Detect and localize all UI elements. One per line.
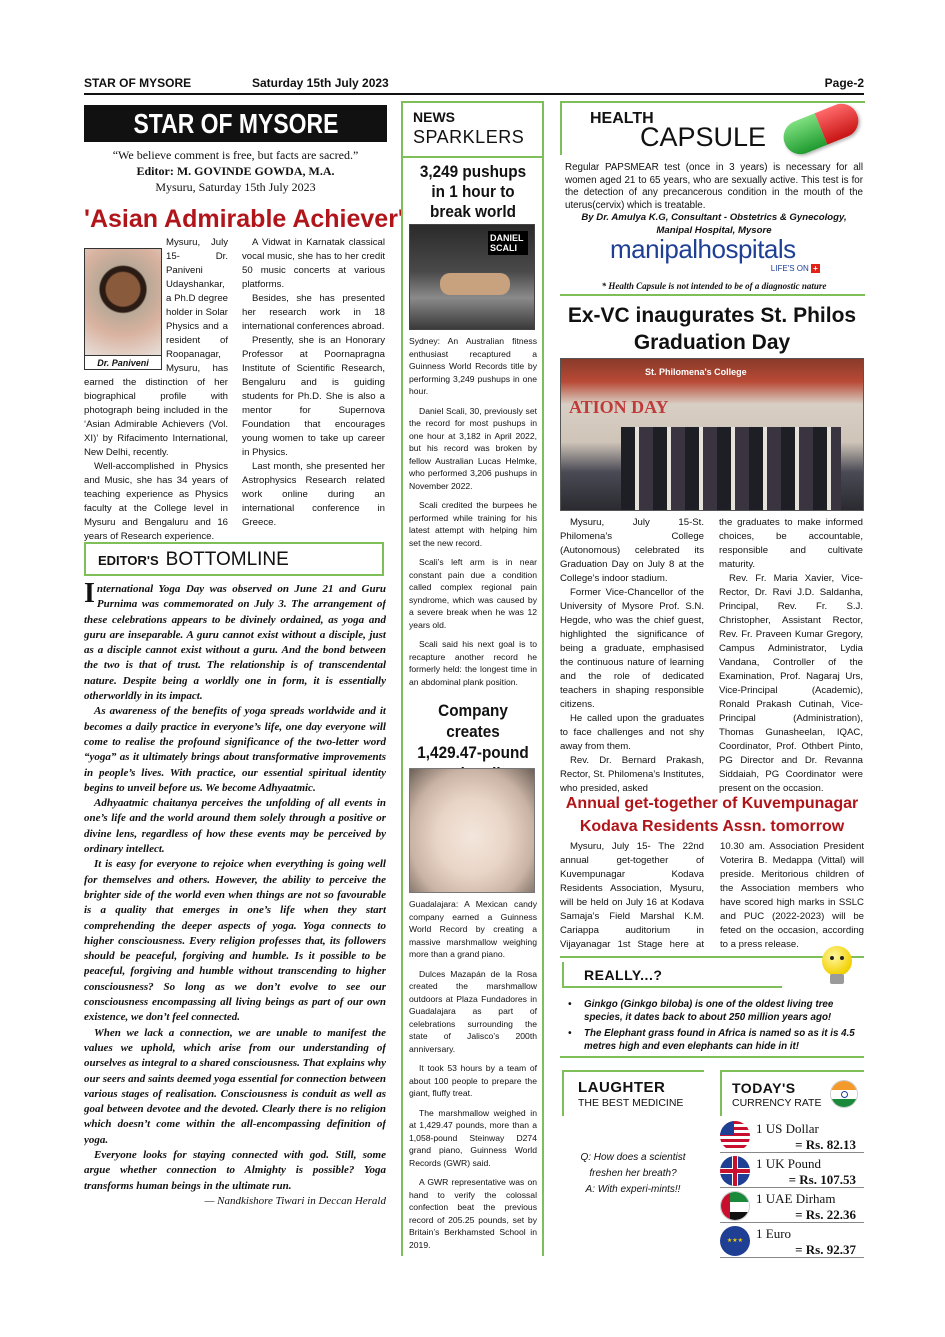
asian-photo-caption: Dr. Paniveni: [85, 355, 161, 370]
laughter-answer: A: With experi-mints!!: [585, 1184, 681, 1195]
health-byline: By Dr. Amulya K.G, Consultant - Obstetrics & Gynecology, Manipal Hospital, Mysore: [581, 212, 847, 236]
really-list: [564, 998, 862, 1053]
graduation-banner-college: St. Philomena's College: [645, 367, 747, 377]
header-paper-name: STAR OF MYSORE: [84, 76, 192, 90]
asian-headline: 'Asian Admirable Achiever': [84, 205, 404, 233]
news2-p3: It took 53 hours by a team of about 100 people to prepare the giant, fluffy treat.: [409, 1063, 537, 1098]
currency-name-eur: 1 Euro: [756, 1226, 792, 1241]
us-flag-icon: [720, 1121, 750, 1151]
news2-p4: The marshmallow weighed in at 1,429.47 pounds, more than a 1,058-pound Steinway D274 grand piano, Guinness World Records (GWR) said.: [409, 1107, 537, 1168]
currency-label-a: TODAY'S: [732, 1080, 796, 1096]
kodava-headline-2: Kodava Residents Assn. tomorrow: [579, 818, 845, 835]
currency-value-aed: = Rs. 22.36: [795, 1207, 856, 1222]
editor-article: [84, 582, 386, 1242]
header-date: Saturday 15th July 2023: [252, 76, 389, 90]
editor-label-b: BOTTOMLINE: [165, 549, 289, 570]
editor-p4: It is easy for everyone to rejoice when everything is going well for themselves and others. However, the ability to perceive the brighter side of the world even when things are not so favourable is a quality that emerges in one’s life when they start comprehending the deeper aspects of yoga. Yoga connects to higher consciousness. Every religion professes that, its followers should be peaceful, forgiving and humble. Is it possible to be peaceful, forgiving and humble without transcending to higher consciousness? So long as we don’t evolve to see our consciousness encompassing all living beings as part of our own existence, we don’t feel connected.: [84, 858, 386, 1024]
currency-name-gbp: 1 UK Pound: [756, 1156, 822, 1171]
exvc-p4: Rev. Dr. Bernard Prakash, Rector, St. Philomena’s Institutes, who presided, asked: [560, 755, 704, 794]
editor-label-box: [84, 542, 384, 576]
editor-p5: When we lack a connection, we are unable to manifest the values we uphold, which arise from our understanding of ourselves as integral to a shared consciousness. That explains why our seers and saints deemed yoga essential for connection between various stages of realisation. Consciousness is conduit as well as goal between devotee and the devoted. Clearly there is no religion which doesn’t come within the all-encompassing definition of yoga.: [84, 1026, 386, 1146]
currency-list: [720, 1120, 864, 1258]
health-label-b: CAPSULE: [640, 122, 767, 152]
editor-dropcap: I: [84, 582, 95, 609]
currency-name-aed: 1 UAE Dirham: [756, 1191, 836, 1206]
masthead-dateline: Mysuru, Saturday 15th July 2023: [155, 180, 316, 194]
really-item-2: • The Elephant grass found in Africa is named so as it is 4.5 metres high and even elephants can hide in it!: [568, 1028, 855, 1052]
news-label-b: SPARKLERS: [413, 127, 525, 147]
currency-row-gbp: [720, 1155, 864, 1188]
currency-label-b: CURRENCY RATE: [732, 1097, 822, 1109]
asian-article-col2: [242, 236, 385, 532]
graduation-people: [621, 427, 841, 511]
pushup-photo: [409, 224, 535, 330]
lightbulb-icon: [818, 944, 858, 990]
masthead-info: [84, 147, 387, 195]
uk-flag-icon: [720, 1156, 750, 1186]
really-label-box: [562, 962, 782, 988]
news-article-1: [409, 335, 537, 688]
news1-p4: Scali’s left arm is in near constant pain due a condition called complex regional pain syndrome, which was caused by a severe break when he was 12 years old.: [409, 557, 537, 630]
news-label-a: NEWS: [413, 109, 455, 125]
currency-row-eur: [720, 1225, 864, 1258]
currency-row-aed: [720, 1190, 864, 1223]
laughter-q2: freshen her breath?: [589, 1168, 677, 1179]
really-label: REALLY...?: [584, 967, 663, 983]
really-item-1: • Ginkgo (Ginkgo biloba) is one of the oldest living tree species, it dates back to about 250 million years ago!: [568, 999, 834, 1023]
exvc-col1: [560, 516, 704, 796]
news1-p5: Scali said his next goal is to recapture another record he formerly held: the longest time in an abdominal plank position.: [409, 639, 537, 687]
masthead-editor: Editor: M. GOVINDE GOWDA, M.A.: [136, 164, 335, 178]
news-article-2: [409, 898, 537, 1251]
news1-p2: Daniel Scali, 30, previously set the record for most pushups in one hour at 3,182 in April 2022, but his record was broken by fellow Australian Lucas Helmke, who performed 3,206 pushups in November 2022.: [409, 405, 537, 491]
kodava-article: [560, 840, 864, 953]
laughter-q1: Q: How does a scientist: [580, 1152, 686, 1163]
marshmallow-photo: [409, 768, 535, 893]
laughter-label-b: THE BEST MEDICINE: [578, 1097, 684, 1109]
exvc-col2: [719, 516, 863, 796]
news-label-box: [401, 101, 544, 158]
asian-p6: Last month, she presented her Astrophysics Research related work online during an international conference in Greece.: [242, 461, 385, 528]
asian-p4: Besides, she has presented her research work in 18 international conferences abroad.: [242, 293, 385, 332]
pushup-photo-tag: DANIEL SCALI: [488, 231, 528, 255]
laughter-label-a: LAUGHTER: [578, 1079, 666, 1096]
currency-name-usd: 1 US Dollar: [756, 1121, 819, 1136]
news2-p5: A GWR representative was on hand to verify the colossal confection beat the previous record of 205.25 pounds, set by Britain’s Berkhamsted School in 2019.: [409, 1177, 537, 1250]
asian-p5: Presently, she is an Honorary Professor at Poornapragna Institute of Scientific Research, Bengaluru and is guiding students for Ph.D. She is also a mentor for Supernova Foundation that encourages young women to take up career in Physics.: [242, 335, 385, 458]
health-label-a: HEALTH: [590, 110, 654, 127]
eu-flag-icon: ★★★: [720, 1226, 750, 1256]
header-rule: [84, 93, 864, 95]
plus-icon: +: [811, 264, 820, 273]
editor-p1-text: nternational Yoga Day was observed on June 21 and Guru Purnima was commemorated on July 3. The arrangement of these celebrations appears to be divinely ordained, as yoga and guru are inseparable. A guru cannot exist without a disciple, just as a disciple cannot exist without a guru. And the bond between the two is that of trust. The relationship is of transcendental nature. Despite being a worldly one in form, it is essentially otherworldly in its impact.: [84, 583, 386, 703]
currency-value-gbp: = Rs. 107.53: [788, 1172, 856, 1187]
header-page-number: Page-2: [824, 76, 864, 90]
asian-p1: Mysuru, July 15- Dr. Paniveni Udayshankar, a Ph.D degree holder in Solar Physics and a resident of Roopanagar, Mysuru, has earned the distinction of her biographical profile with photograph being included in the ‘Asian Admirable Achievers (Vol. XI)’ by Rifacimento International, New Delhi, recently.: [84, 237, 228, 458]
kodava-p1: Mysuru, July 15- The 22nd annual get-together of Kuvempunagar Kodava Residents Association, Mysuru, will be held on July 16 at Kodava Samaja’s Field Marshal K.M. Cariappa auditorium in Vijayanagar 1st Stage here at 10.30 am. Association President Voterira B. Medappa (Vittal) will preside. Meritorious children of the Association members who have scored high marks in SSLC and PUC (2022-2023) will be feted on the occasion, according to a press release.: [560, 841, 864, 950]
news-h2: Company creates 1,429.47-pound: [417, 701, 529, 762]
asian-p3: A Vidwat in Karnatak classical vocal music, she has to her credit 50 music concerts at various platforms.: [242, 237, 385, 290]
pushup-photo-figure: [440, 273, 510, 295]
exvc-p5: Rev. Fr. Maria Xavier, Vice-Rector, Dr. Ravi J.D. Saldanha, Principal, Rev. Fr. S.J. Christopher, Assistant Rector, Rev. Fr. Praveen Kumar Gregory, Campus Administrator, Lydia Vandana, Controller of the Examination, Prof. Nagaraj Urs, Vice-Principal (Academic), Ronald Prakash Cutinah, Vice-Principal (Administration), Thomas Gunasheelan, IQAC, Coordinator, Prof. Othbert Pinto, PG Director and Dr. Revanna Siddaiah, PG Coordinator were present on the occasion.: [719, 573, 863, 794]
masthead-title: STAR OF MYSORE: [133, 108, 338, 139]
exvc-headline: Ex-VC inaugurates St. Philos Graduation Day: [567, 304, 857, 354]
editor-credit: — Nandkishore Tiwari in Deccan Herald: [204, 1194, 386, 1207]
graduation-banner-text: ATION DAY: [569, 397, 669, 417]
kodava-headline-1: Annual get-together of Kuvempunagar: [565, 795, 859, 812]
news1-p1: Sydney: An Australian fitness enthusiast recaptured a Guinness World Records title by performing 3,249 pushups in one hour.: [409, 336, 537, 396]
asian-article-col1: [84, 236, 228, 542]
masthead-banner: [84, 105, 387, 142]
editor-p6: Everyone looks for staying connected with god. Still, some argue whether connection to Almighty is possible? Yoga transforms human beings in the ultimate run.: [84, 1148, 386, 1192]
laughter-label-box: [562, 1070, 704, 1116]
currency-value-eur: = Rs. 92.37: [795, 1242, 856, 1257]
kodava-headline: [558, 792, 866, 838]
manipal-tagline: LIFE'S ON +: [771, 264, 820, 274]
news2-p2: Dulces Mazapán de la Rosa created the marshmallow outdoors at Plaza Fundadores in Guadalajara as part of celebrations surrounding the state of Jalisco’s 200th anniversary.: [409, 968, 537, 1054]
editor-p3: Adhyaatmic chaitanya perceives the unfolding of all events in one’s life and the world around them solely through a positive or divine lens, regardless of how these events may be perceived by ordinary intellect.: [84, 797, 386, 856]
exvc-p2: Former Vice-Chancellor of the University of Mysore Prof. S.N. Hegde, who was the chief guest, highlighted the significance of being a graduate, emphasised the continuous nature of learning and the role of dedicated teachers in shaping responsible citizens.: [560, 587, 704, 710]
editor-p1: [84, 582, 386, 704]
health-note: * Health Capsule is not intended to be of a diagnostic nature: [601, 281, 827, 291]
news2-p1: Guadalajara: A Mexican candy company earned a Guinness World Record by creating a massive marshmallow weighing more than a grand piano.: [409, 899, 537, 959]
health-bottom-rule: [560, 294, 865, 296]
news1-p3: Scali credited the burpees he performed while training for his latest attempt with helping him set the new record.: [409, 500, 537, 548]
page-header: [84, 76, 864, 92]
masthead-quote: “We believe comment is free, but facts are sacred.”: [112, 148, 359, 162]
asian-p2: Well-accomplished in Physics and Music, she has 34 years of teaching experience as Physics faculty at the College level in Mysuru and Bengaluru and 16 years of Research experience.: [84, 461, 228, 542]
news-h1: 3,249 pushups in 1 hour to break world: [419, 162, 527, 221]
exvc-p3: He called upon the graduates to face challenges and not shy away from them.: [560, 713, 704, 752]
editor-label-a: EDITOR'S: [98, 553, 159, 568]
exvc-p4-cont: the graduates to make informed choices, be accountable, responsible and cultivate maturity.: [719, 517, 863, 570]
uae-flag-icon: [720, 1191, 750, 1221]
india-flag-icon: [830, 1080, 858, 1108]
laughter-joke: [562, 1150, 704, 1198]
currency-value-usd: = Rs. 82.13: [795, 1137, 856, 1152]
graduation-photo: [560, 358, 864, 511]
manipal-logo-text: manipalhospitals: [610, 234, 796, 264]
health-body: Regular PAPSMEAR test (once in 3 years) is necessary for all women aged 21 to 65 years, who are sexually active. This test is for the detection of any precancerous condition in the mouth of the uterus(cervix) which is treatable.: [565, 162, 863, 211]
currency-row-usd: [720, 1120, 864, 1153]
exvc-p1: Mysuru, July 15-St. Philomena’s College (Autonomous) celebrated its Graduation Day on July 8 at the College’s indoor stadium.: [560, 517, 704, 584]
editor-p2: As awareness of the benefits of yoga spreads worldwide and it becomes a daily practice in everyone’s life, one day everyone will come to realise the profound significance of the two-letter word “yoga” as it ultimately brings about transformative improvements in people’s lives. With practice, our essential spiritual identity begins to unveil before us. We become Adhyaatmic.: [84, 705, 386, 794]
manipal-logo: [610, 234, 820, 276]
